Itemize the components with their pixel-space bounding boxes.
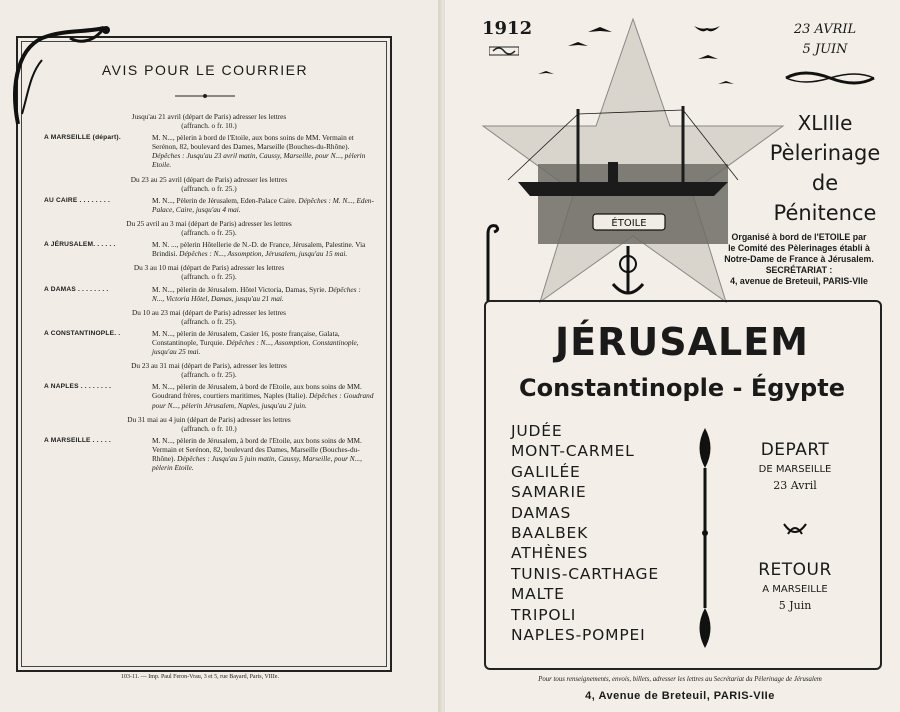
destination-city: A MARSEILLE . . . . . — [44, 436, 111, 444]
address-text: M. N..., Pèlerin de Jérusalem, Eden-Palace Caire. — [152, 195, 297, 205]
start-date: 23 AVRIL — [793, 22, 857, 37]
return-info — [740, 560, 850, 612]
telegram-note: Dépêches : Jusqu'au 5 juin matin, Caussy, Marseille, pour N..., pèlerin Etoile. — [152, 454, 362, 473]
address-text: M. N. ..., pèlerin Hôtellerie de N.-D. de France, Jérusalem, Palestine. Via Brindisi. — [152, 240, 366, 259]
destination-city: A CONSTANTINOPLE. . — [44, 329, 121, 337]
departure-date: 23 Avril — [773, 479, 817, 492]
information-note: Pour tous renseignements, envois, billets, adresser les lettres au Secrétariat du Pèlerinage de Jérusalem — [538, 676, 822, 683]
ship-name-label: ÉTOILE — [611, 218, 647, 229]
departure-label: DEPART — [760, 440, 830, 460]
year-label: 1912 — [482, 18, 533, 39]
return-date: 5 Juin — [778, 599, 812, 612]
postage-note: (affranch. o fr. 25). — [181, 228, 237, 238]
destination-item: MONT-CARMEL — [511, 442, 635, 461]
postage-note: (affranch. o fr. 25). — [181, 272, 237, 282]
destination-list — [511, 421, 711, 645]
section-lead: Du 23 au 25 avril (départ de Paris) adresser les lettres — [130, 174, 288, 184]
secretariat-label: SECRÉTARIAT : — [765, 265, 833, 275]
postage-note: (affranch. o fr. 25). — [181, 316, 237, 326]
postage-note: (affranch. o fr. 10.) — [181, 423, 237, 433]
telegram-note: Dépêches : N..., Assomption, Constantinople, jusqu'au 25 mai. — [152, 337, 359, 357]
address-text: M. N..., pèlerin de Jérusalem, à bord de l'Etoile, aux bons soins de MM. Vermain et Serénon, 82, boulevard des Dames, Marseille (Bouches-du-Rhône). — [152, 435, 362, 463]
mail-notice-title: AVIS POUR LE COURRIER — [101, 62, 309, 78]
main-destination-headline: JÉRUSALEM — [555, 320, 809, 364]
return-port: A MARSEILLE — [762, 584, 828, 595]
destination-item: BAALBEK — [511, 524, 589, 543]
destination-city: A DAMAS . . . . . . . . — [44, 285, 109, 293]
telegram-note: Dépêches : Jusqu'au 23 avril matin, Caussy, Marseille, pour N..., pèlerin Etoile. — [152, 151, 366, 170]
section-lead: Du 23 au 31 mai (départ de Paris), adresser les lettres — [131, 361, 287, 371]
section-lead: Jusqu'au 21 avril (départ de Paris) adresser les lettres — [131, 112, 287, 121]
departure-port: DE MARSEILLE — [758, 464, 832, 475]
destination-item: GALILÉE — [511, 462, 581, 481]
destination-city: A MARSEILLE (départ). — [44, 134, 121, 142]
ampersand-ornament-icon — [780, 520, 810, 540]
mail-section — [44, 263, 374, 302]
organizer-line: Organisé à bord de l'ETOILE par — [731, 232, 867, 242]
postage-note: (affranch. o fr. 25). — [181, 370, 237, 380]
organizer-text — [706, 232, 892, 287]
address-text: M. N..., pèlerin de Jérusalem, Casier 16, poste française, Galata, Constantinople, Turquie. — [152, 328, 340, 347]
mail-section — [44, 175, 374, 214]
telegram-note: Dépêches : Goudrand pour N..., pèlerin Jérusalem, Naples, jusqu'au 2 juin. — [152, 391, 374, 410]
destination-city: A JÉRUSALEM. . . . . . — [44, 241, 116, 249]
section-lead: Du 3 au 10 mai (départ de Paris) adresser les lettres — [133, 263, 285, 273]
departure-info — [740, 440, 850, 492]
mail-section — [44, 415, 374, 473]
secretariat-address: 4, avenue de Breteuil, PARIS-VIIe — [730, 276, 868, 286]
mail-schedule — [44, 112, 374, 477]
edition-number: XLIIIe — [797, 111, 853, 135]
mail-section — [44, 308, 374, 356]
penitence-word: de Pénitence — [773, 171, 877, 225]
section-lead: Du 10 au 23 mai (départ de Paris) adresser les lettres — [132, 307, 286, 317]
telegram-note: Dépêches : N..., Victoria Hôtel, Damas, jusqu'au 21 mai. — [152, 284, 361, 303]
destination-item: ATHÈNES — [511, 544, 589, 563]
destination-item: JUDÉE — [511, 422, 563, 440]
return-label: RETOUR — [758, 560, 832, 580]
section-lead: Du 31 mai au 4 juin (départ de Paris) adresser les lettres — [127, 414, 291, 424]
section-lead: Du 25 avril au 3 mai (départ de Paris) adresser les lettres — [126, 218, 292, 228]
secondary-destinations-headline: Constantinople - Égypte — [518, 374, 845, 402]
destination-city: A NAPLES . . . . . . . . — [44, 383, 112, 391]
organizer-line: Notre-Dame de France à Jérusalem. — [724, 254, 874, 264]
destination-item: NAPLES-POMPEI — [511, 626, 646, 645]
destination-item: SAMARIE — [511, 483, 587, 502]
address-text: M. N..., pèlerin de Jérusalem. Hôtel Victoria, Damas, Syrie. — [152, 284, 327, 294]
secretariat-footer-address: 4, Avenue de Breteuil, PARIS-VIIe — [585, 690, 775, 702]
address-text: M. N..., pèlerin de Jérusalem, à bord de l'Etoile, aux bons soins de MM. Goudrand frères, courtiers maritimes, Naples (Italie). — [152, 382, 362, 401]
organizer-line: le Comité des Pèlerinages établi à — [728, 243, 870, 253]
destination-item: TRIPOLI — [511, 605, 577, 624]
destination-item: DAMAS — [511, 503, 572, 522]
destination-city: AU CAIRE . . . . . . . . — [44, 196, 110, 204]
pilgrimage-word: Pèlerinage — [769, 141, 881, 165]
mail-section — [44, 219, 374, 258]
mail-section — [44, 361, 374, 409]
address-text: M. N..., pèlerin à bord de l'Etoile, aux bons soins de MM. Vermain et Serénon, 82, boulevard des Dames, Marseille (Bouches-du-Rhône). — [152, 133, 354, 152]
title-ornament-rule — [175, 93, 235, 99]
printer-imprint: 103-11. — Imp. Paul Feron-Vrau, 3 et 5, rue Bayard, Paris, VIIIe. — [121, 674, 279, 680]
destination-item: MALTE — [511, 585, 565, 604]
telegram-note: Dépêches : M. N..., Eden-Palace, Caire, jusqu'au 4 mai. — [152, 195, 374, 214]
postage-note: (affranch. o fr. 10.) — [181, 121, 237, 131]
postage-note: (affranch. o fr. 25.) — [181, 183, 237, 193]
vertical-ornament-icon — [690, 428, 720, 648]
mail-section — [44, 112, 374, 170]
dates-ornament-icon — [784, 70, 876, 86]
pilgrimage-title — [760, 108, 890, 228]
end-date: 5 JUIN — [802, 42, 848, 57]
telegram-note: Dépêches : N..., Assomption, Jérusalem, jusqu'au 15 mai. — [179, 249, 348, 259]
destination-item: TUNIS-CARTHAGE — [511, 564, 659, 583]
frame-scroll-icon — [482, 222, 502, 302]
